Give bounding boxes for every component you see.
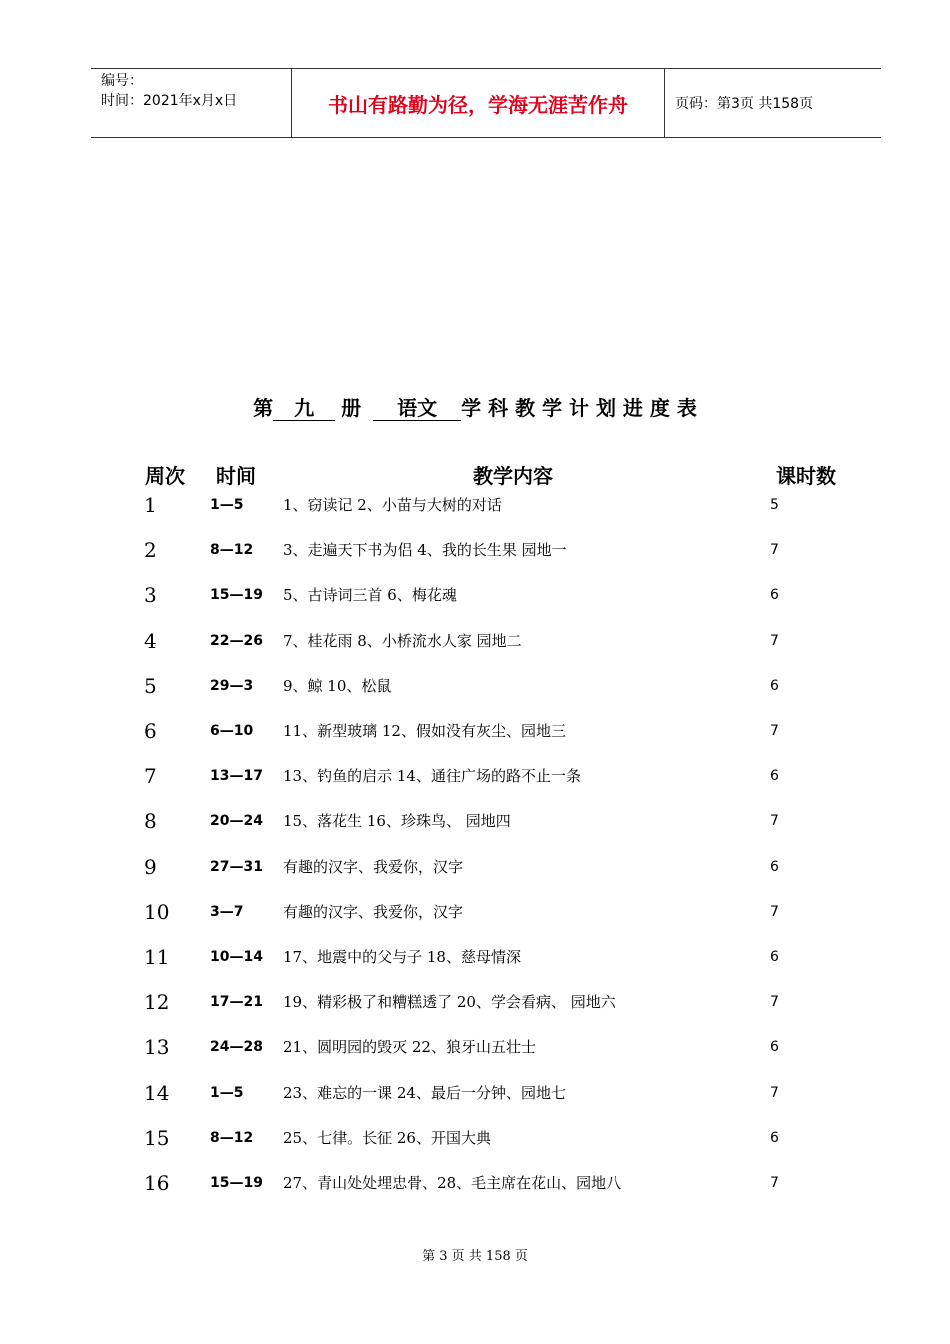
column-header-week: 周次: [145, 464, 185, 488]
content-cell: 9、鲸 10、松鼠: [283, 677, 392, 695]
hours-cell: 5: [770, 497, 779, 513]
time-cell: 27—31: [210, 859, 263, 875]
time-cell: 15—19: [210, 1175, 263, 1191]
week-cell: 9: [144, 855, 157, 879]
week-cell: 2: [144, 538, 157, 562]
hours-cell: 7: [770, 633, 779, 649]
week-cell: 1: [144, 493, 157, 517]
column-header-time: 时间: [216, 464, 256, 488]
header-page-info: 页码：第3页 共158页: [675, 96, 814, 112]
content-cell: 3、走遍天下书为侣 4、我的长生果 园地一: [283, 541, 567, 559]
table-row: [0, 806, 950, 836]
content-cell: 7、桂花雨 8、小桥流水人家 园地二: [283, 632, 522, 650]
page-header: [91, 68, 881, 138]
time-cell: 20—24: [210, 813, 263, 829]
week-cell: 4: [144, 629, 157, 653]
hours-cell: 7: [770, 1175, 779, 1191]
title-suffix: 学 科 教 学 计 划 进 度 表: [461, 396, 697, 420]
hours-cell: 7: [770, 1085, 779, 1101]
table-row: [0, 535, 950, 565]
content-cell: 5、古诗词三首 6、梅花魂: [283, 586, 457, 604]
week-cell: 8: [144, 809, 157, 833]
time-cell: 29—3: [210, 678, 254, 694]
table-row: [0, 671, 950, 701]
hours-cell: 6: [770, 949, 779, 965]
time-cell: 22—26: [210, 633, 263, 649]
hours-cell: 7: [770, 723, 779, 739]
time-cell: 3—7: [210, 904, 244, 920]
time-cell: 24—28: [210, 1039, 263, 1055]
table-row: [0, 1123, 950, 1153]
table-row: [0, 580, 950, 610]
week-cell: 5: [144, 674, 157, 698]
header-meta: [91, 69, 292, 137]
table-row: [0, 942, 950, 972]
hours-cell: 7: [770, 994, 779, 1010]
table-row: [0, 761, 950, 791]
hours-cell: 7: [770, 542, 779, 558]
hours-cell: 7: [770, 813, 779, 829]
table-row: [0, 897, 950, 927]
hours-cell: 6: [770, 678, 779, 694]
table-row: [0, 852, 950, 882]
content-cell: 27、青山处处埋忠骨、28、毛主席在花山、园地八: [283, 1174, 622, 1192]
content-cell: 17、地震中的父与子 18、慈母情深: [283, 948, 521, 966]
title-subject: 语文: [373, 396, 461, 421]
time-cell: 1—5: [210, 1085, 244, 1101]
week-cell: 12: [144, 990, 170, 1014]
table-row: [0, 1168, 950, 1198]
hours-cell: 6: [770, 768, 779, 784]
table-row: [0, 1078, 950, 1108]
header-motto: 书山有路勤为径，学海无涯苦作舟: [292, 69, 665, 137]
title-prefix: 第: [253, 396, 274, 420]
number-label: 编号：: [101, 73, 143, 89]
week-cell: 10: [144, 900, 170, 924]
time-cell: 17—21: [210, 994, 263, 1010]
time-cell: 8—12: [210, 1130, 254, 1146]
content-cell: 11、新型玻璃 12、假如没有灰尘、园地三: [283, 722, 566, 740]
time-cell: 13—17: [210, 768, 263, 784]
title-volume-unit: 册: [341, 396, 362, 420]
hours-cell: 7: [770, 904, 779, 920]
table-row: [0, 626, 950, 656]
hours-cell: 6: [770, 859, 779, 875]
title-volume: 九: [273, 396, 335, 421]
page-footer: 第 3 页 共 158 页: [422, 1249, 528, 1264]
week-cell: 13: [144, 1035, 170, 1059]
document-title: [0, 396, 950, 421]
week-cell: 14: [144, 1081, 170, 1105]
week-cell: 7: [144, 764, 157, 788]
column-header-content: 教学内容: [473, 464, 553, 488]
content-cell: 21、圆明园的毁灭 22、狼牙山五壮士: [283, 1038, 536, 1056]
time-label: 时间：2021年x月x日: [101, 93, 238, 109]
table-row: [0, 716, 950, 746]
content-cell: 15、落花生 16、珍珠鸟、 园地四: [283, 812, 511, 830]
week-cell: 3: [144, 583, 157, 607]
table-row: [0, 1032, 950, 1062]
time-cell: 1—5: [210, 497, 244, 513]
week-cell: 11: [144, 945, 170, 969]
content-cell: 13、钓鱼的启示 14、通往广场的路不止一条: [283, 767, 581, 785]
table-row: [0, 490, 950, 520]
content-cell: 1、窃读记 2、小苗与大树的对话: [283, 496, 502, 514]
week-cell: 16: [144, 1171, 170, 1195]
content-cell: 有趣的汉字、我爱你，汉字: [283, 858, 464, 876]
time-cell: 8—12: [210, 542, 254, 558]
time-cell: 6—10: [210, 723, 254, 739]
content-cell: 25、七律。长征 26、开国大典: [283, 1129, 491, 1147]
week-cell: 6: [144, 719, 157, 743]
content-cell: 19、精彩极了和糟糕透了 20、学会看病、 园地六: [283, 993, 616, 1011]
hours-cell: 6: [770, 1130, 779, 1146]
content-cell: 23、难忘的一课 24、最后一分钟、园地七: [283, 1084, 566, 1102]
hours-cell: 6: [770, 587, 779, 603]
content-cell: 有趣的汉字、我爱你，汉字: [283, 903, 464, 921]
hours-cell: 6: [770, 1039, 779, 1055]
time-cell: 10—14: [210, 949, 263, 965]
week-cell: 15: [144, 1126, 170, 1150]
time-cell: 15—19: [210, 587, 263, 603]
table-row: [0, 987, 950, 1017]
column-header-hours: 课时数: [776, 464, 836, 488]
